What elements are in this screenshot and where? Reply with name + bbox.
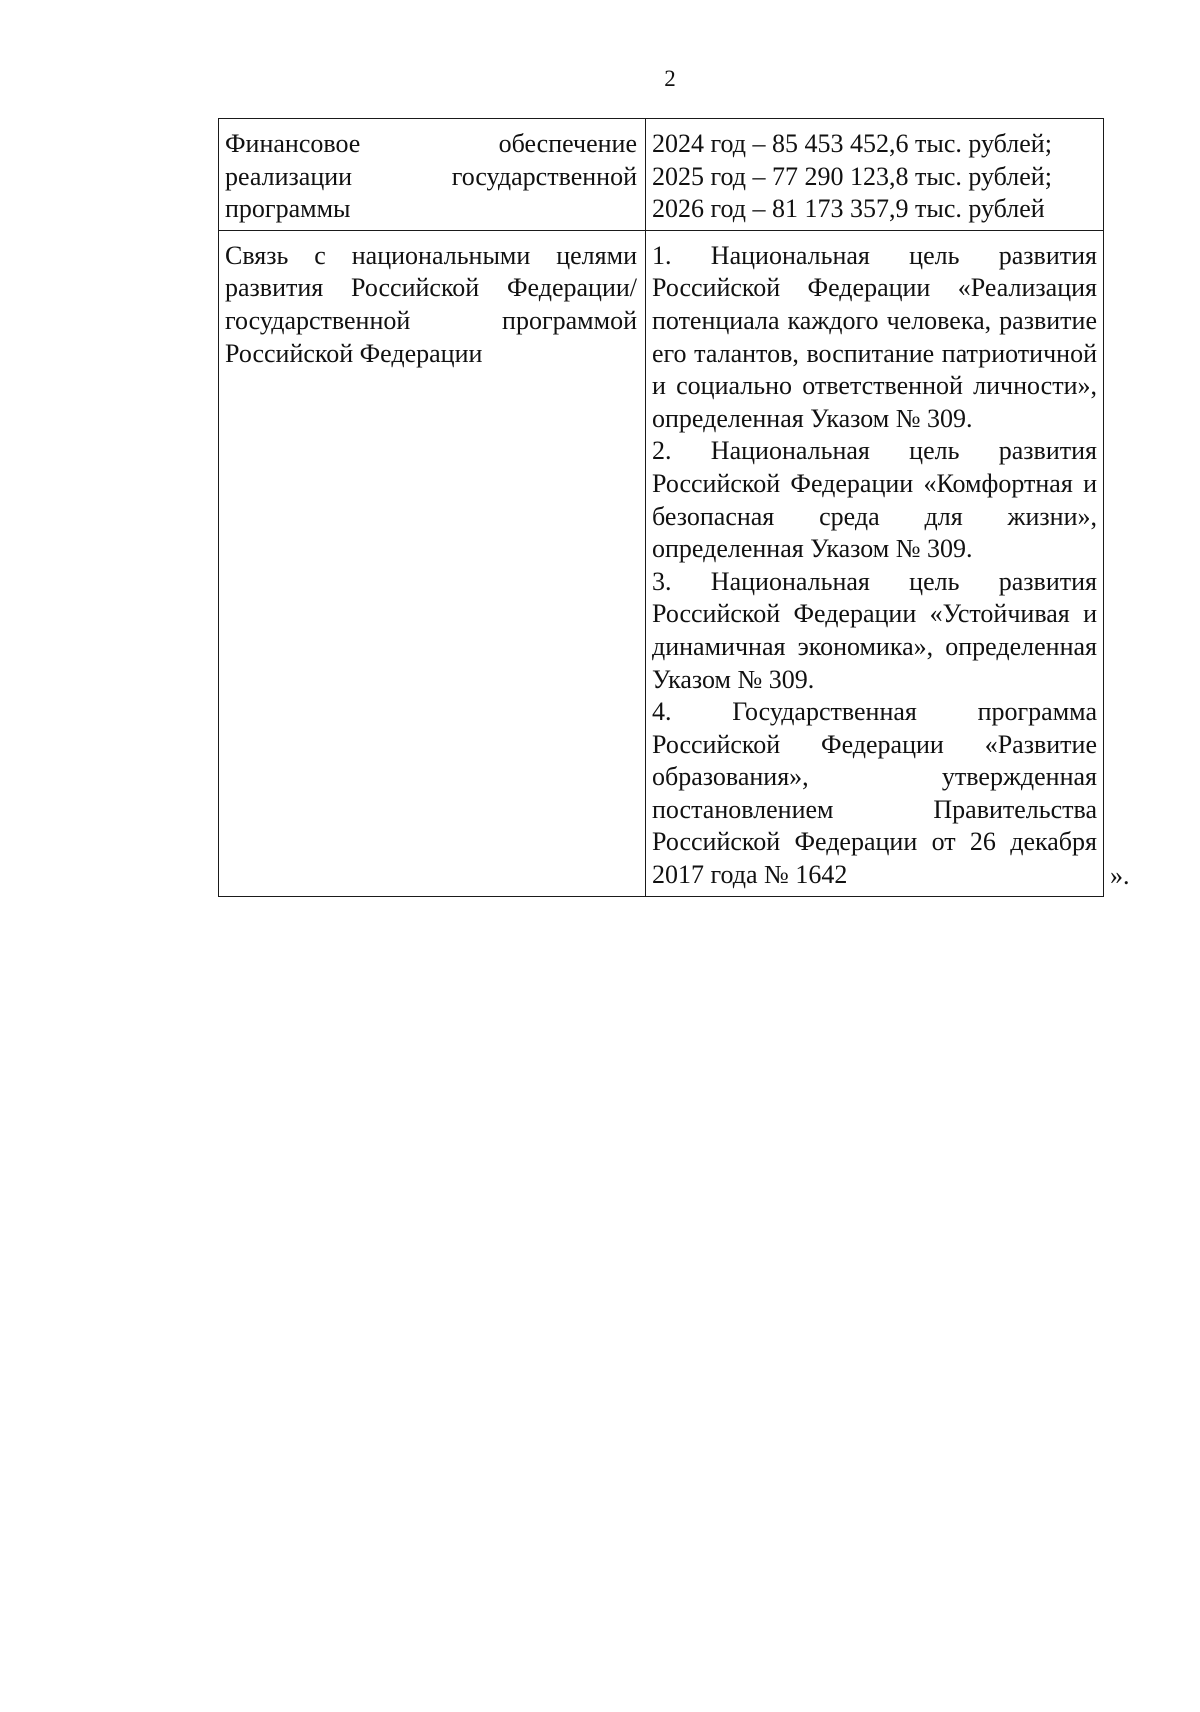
financing-label: Финансовое обеспечение реализации государственной программы: [225, 129, 637, 224]
closing-quote-mark: ».: [1110, 860, 1130, 890]
financing-values-cell: [646, 119, 1104, 231]
goals-label: Связь с национальными целями развития Российской Федерации/государственной программой Российской Федерации: [225, 240, 637, 368]
goal-item-3: 3. Национальная цель развития Российской Федерации «Устойчивая и динамичная экономика», определенная Указом № 309.: [652, 566, 1097, 694]
goals-label-cell: [219, 230, 646, 896]
page-number: 2: [664, 66, 676, 91]
financing-label-cell: [219, 119, 646, 231]
program-passport-table: [218, 118, 1104, 897]
goal-item-2: 2. Национальная цель развития Российской Федерации «Комфортная и безопасная среда для жизни», определенная Указом № 309.: [652, 436, 1097, 564]
goals-list-cell: [646, 230, 1104, 896]
financing-2024: 2024 год – 85 453 452,6 тыс. рублей;: [652, 129, 1052, 158]
financing-2026: 2026 год – 81 173 357,9 тыс. рублей: [652, 194, 1045, 224]
table-row-national-goals: [219, 230, 1104, 896]
financing-2025: 2025 год – 77 290 123,8 тыс. рублей;: [652, 161, 1052, 191]
table-row-financing: [219, 119, 1104, 231]
goal-item-1: 1. Национальная цель развития Российской Федерации «Реализация потенциала каждого человека, развитие его талантов, воспитание патриотичной и социально ответственной личности», определенная Указом № 309.: [652, 240, 1097, 433]
goal-item-4: 4. Государственная программа Российской Федерации «Развитие образования», утвержденная постановлением Правительства Российской Федерации от 26 декабря 2017 года № 1642: [652, 697, 1097, 890]
